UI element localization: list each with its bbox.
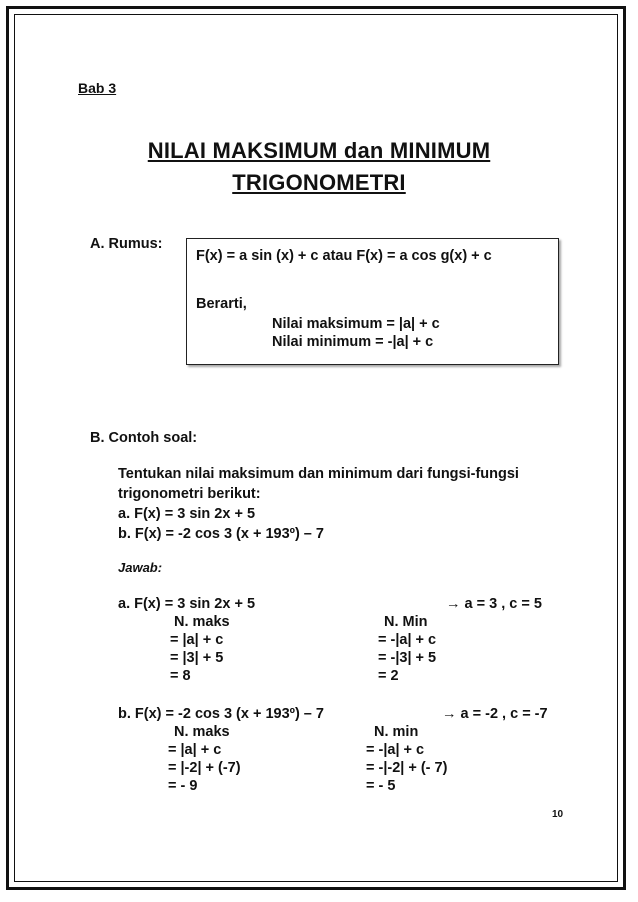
- section-a-label: A. Rumus:: [90, 236, 163, 252]
- answer-a-min-step1: = -|a| + c: [378, 632, 437, 648]
- question-b: b. F(x) = -2 cos 3 (x + 193º) – 7: [118, 526, 324, 542]
- answer-a-max-result: = 8: [170, 668, 191, 684]
- page-title-line2: TRIGONOMETRI: [232, 170, 406, 195]
- means-text: Berarti,: [196, 296, 247, 312]
- answer-b-max-title: N. maks: [174, 724, 230, 740]
- answer-b-min-step2: = -|-2| + (- 7): [366, 760, 448, 776]
- answer-b-min-result: = - 5: [366, 778, 396, 794]
- answer-label: Jawab:: [118, 560, 163, 575]
- answer-b-min-title: N. min: [374, 724, 419, 740]
- answer-a-params: → a = 3 , c = 5: [446, 596, 542, 612]
- answer-a-min-step2: = -|3| + 5: [378, 650, 437, 666]
- answer-b-min-step1: = -|a| + c: [366, 742, 425, 758]
- page-title-line1: NILAI MAKSIMUM dan MINIMUM: [147, 138, 491, 163]
- answer-b-params: → a = -2 , c = -7: [442, 706, 548, 722]
- answer-b-max-result: = - 9: [168, 778, 198, 794]
- answer-a-max-step2: = |3| + 5: [170, 650, 224, 666]
- question-a: a. F(x) = 3 sin 2x + 5: [118, 506, 256, 522]
- formula-text: F(x) = a sin (x) + c atau F(x) = a cos g(x) + c: [196, 248, 492, 264]
- section-b-label: B. Contoh soal:: [90, 430, 198, 446]
- min-formula: Nilai minimum = -|a| + c: [272, 334, 434, 350]
- answer-a-head: a. F(x) = 3 sin 2x + 5: [118, 596, 256, 612]
- question-intro-line1: Tentukan nilai maksimum dan minimum dari fungsi-fungsi: [118, 466, 519, 482]
- answer-a-max-step1: = |a| + c: [170, 632, 224, 648]
- answer-a-min-result: = 2: [378, 668, 399, 684]
- answer-b-head: b. F(x) = -2 cos 3 (x + 193º) – 7: [118, 706, 324, 722]
- max-formula: Nilai maksimum = |a| + c: [272, 316, 440, 332]
- answer-a-min-title: N. Min: [384, 614, 428, 630]
- answer-b-max-step2: = |-2| + (-7): [168, 760, 241, 776]
- question-intro-line2: trigonometri berikut:: [118, 486, 261, 502]
- page-number: 10: [552, 809, 564, 820]
- answer-b-max-step1: = |a| + c: [168, 742, 222, 758]
- chapter-label: Bab 3: [78, 80, 117, 96]
- answer-a-max-title: N. maks: [174, 614, 230, 630]
